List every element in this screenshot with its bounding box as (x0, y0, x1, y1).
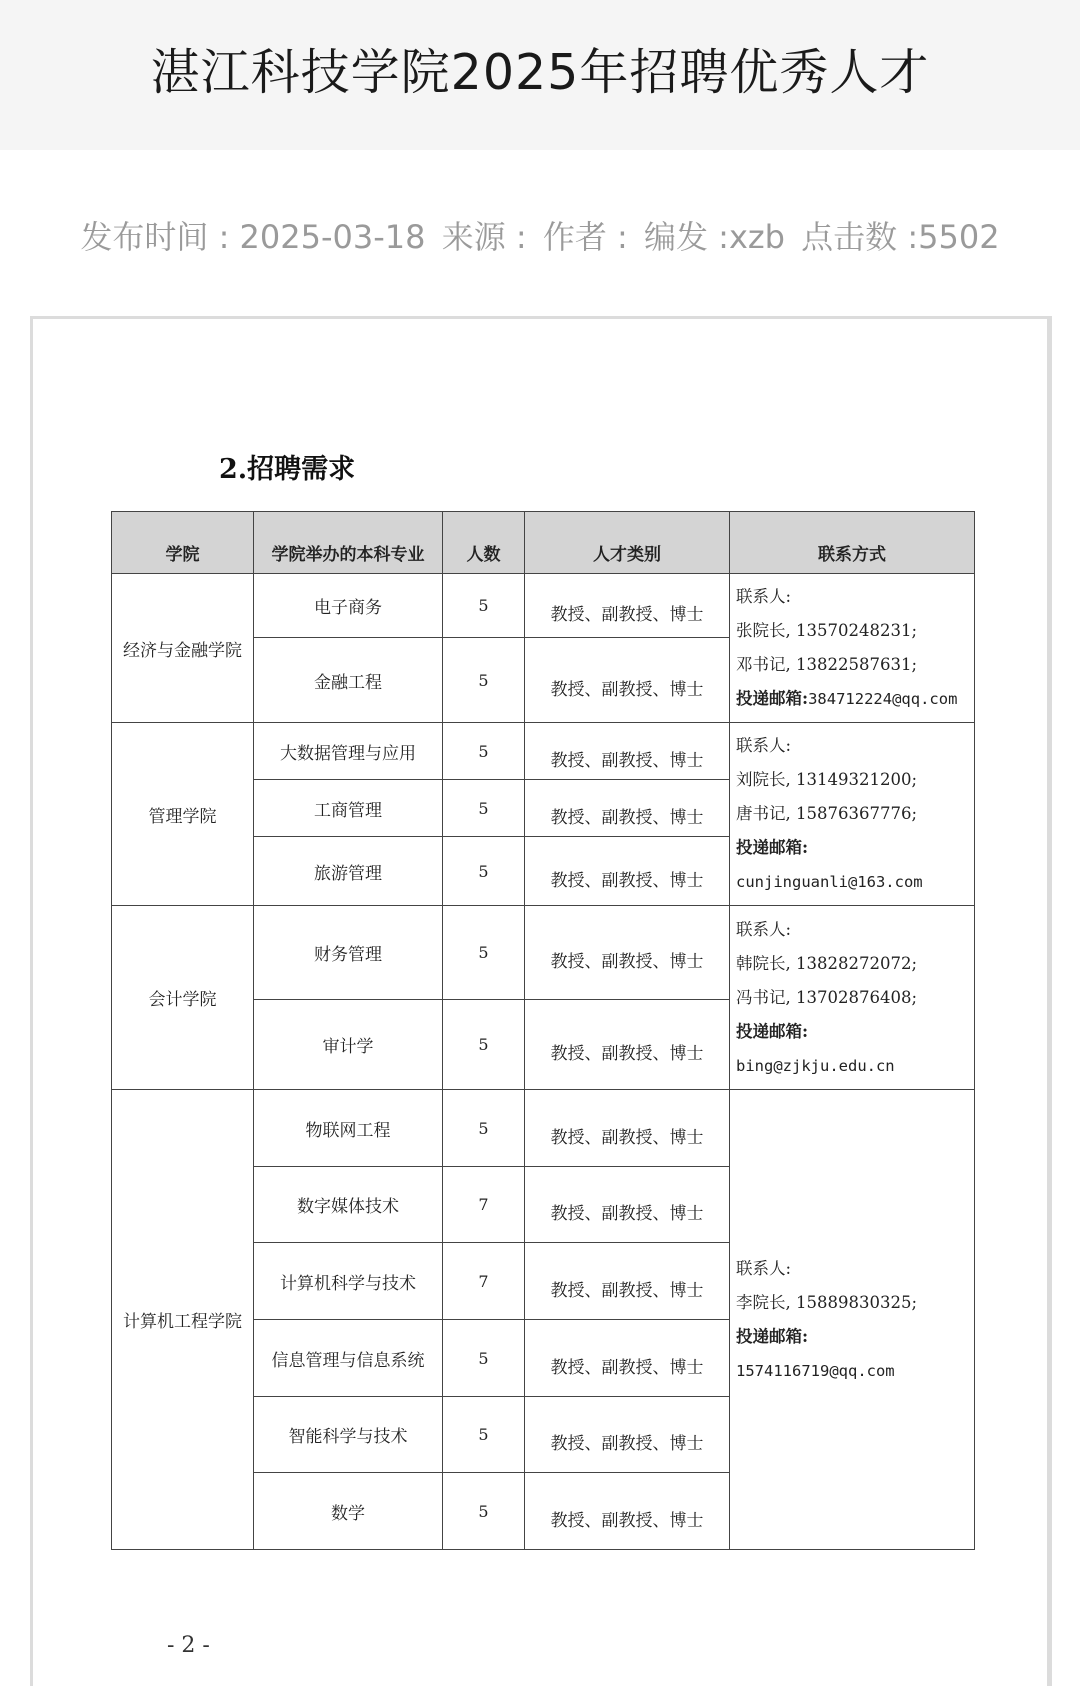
table-row (112, 906, 975, 1000)
major-cell: 电子商务 (254, 574, 443, 638)
count-cell: 7 (443, 1167, 525, 1243)
contact-label: 联系人: (736, 1258, 792, 1278)
major-cell: 旅游管理 (254, 837, 443, 906)
count-cell: 5 (443, 638, 525, 723)
category-cell: 教授、副教授、博士 (525, 1397, 730, 1473)
header-major: 学院举办的本科专业 (254, 512, 443, 574)
category-cell: 教授、副教授、博士 (525, 1320, 730, 1397)
source: 来源 : (441, 218, 527, 256)
header-category: 人才类别 (525, 512, 730, 574)
category-cell: 教授、副教授、博士 (525, 1243, 730, 1320)
contact-line: 唐书记, 15876367776; (736, 804, 918, 823)
count-cell: 5 (443, 906, 525, 1000)
email-address: 384712224@qq.com (808, 690, 958, 708)
count-cell: 5 (443, 1090, 525, 1167)
count-cell: 5 (443, 837, 525, 906)
category-cell: 教授、副教授、博士 (525, 780, 730, 837)
contact-label: 联系人: (736, 919, 792, 939)
table-row (112, 1090, 975, 1167)
major-cell: 数字媒体技术 (254, 1167, 443, 1243)
count-cell: 5 (443, 723, 525, 780)
category-cell: 教授、副教授、博士 (525, 906, 730, 1000)
author: 作者 : (542, 218, 628, 256)
major-cell: 金融工程 (254, 638, 443, 723)
page-number: - 2 - (167, 1633, 210, 1658)
count-cell: 5 (443, 780, 525, 837)
major-cell: 审计学 (254, 1000, 443, 1090)
contact-cell (730, 574, 975, 723)
recruitment-table (111, 511, 975, 1550)
email-address: cunjinguanli@163.com (736, 873, 923, 891)
contact-line: 邓书记, 13822587631; (736, 655, 918, 674)
section-title: 2.招聘需求 (219, 454, 356, 485)
college-cell: 会计学院 (112, 906, 254, 1090)
major-cell: 物联网工程 (254, 1090, 443, 1167)
contact-line: 张院长, 13570248231; (736, 621, 918, 640)
header-contact: 联系方式 (730, 512, 975, 574)
college-cell: 管理学院 (112, 723, 254, 906)
click-count: 点击数 :5502 (801, 218, 1000, 256)
category-cell: 教授、副教授、博士 (525, 1000, 730, 1090)
contact-line: 冯书记, 13702876408; (736, 987, 918, 1007)
category-cell: 教授、副教授、博士 (525, 1090, 730, 1167)
category-cell: 教授、副教授、博士 (525, 723, 730, 780)
category-cell: 教授、副教授、博士 (525, 638, 730, 723)
email-address: 1574116719@qq.com (736, 1361, 895, 1380)
college-cell: 经济与金融学院 (112, 574, 254, 723)
contact-label: 联系人: (736, 736, 792, 755)
category-cell: 教授、副教授、博士 (525, 1167, 730, 1243)
email-address: bing@zjkju.edu.cn (736, 1056, 895, 1075)
major-cell: 智能科学与技术 (254, 1397, 443, 1473)
page-title: 湛江科技学院2025年招聘优秀人才 (150, 44, 930, 101)
contact-line: 韩院长, 13828272072; (736, 953, 918, 973)
college-cell: 计算机工程学院 (112, 1090, 254, 1550)
count-cell: 5 (443, 1320, 525, 1397)
major-cell: 财务管理 (254, 906, 443, 1000)
header-count: 人数 (443, 512, 525, 574)
publish-time: 发布时间 : 2025-03-18 (80, 218, 426, 256)
article-meta (0, 212, 1080, 258)
major-cell: 工商管理 (254, 780, 443, 837)
email-label: 投递邮箱: (736, 838, 809, 857)
contact-cell (730, 906, 975, 1090)
major-cell: 大数据管理与应用 (254, 723, 443, 780)
email-label: 投递邮箱: (736, 1021, 809, 1041)
count-cell: 5 (443, 1000, 525, 1090)
count-cell: 5 (443, 574, 525, 638)
contact-line: 刘院长, 13149321200; (736, 770, 918, 789)
count-cell: 5 (443, 1473, 525, 1550)
category-cell: 教授、副教授、博士 (525, 837, 730, 906)
email-label: 投递邮箱: (736, 1326, 809, 1346)
major-cell: 数学 (254, 1473, 443, 1550)
header-college: 学院 (112, 512, 254, 574)
contact-line: 李院长, 15889830325; (736, 1292, 918, 1312)
table-row (112, 574, 975, 638)
category-cell: 教授、副教授、博士 (525, 1473, 730, 1550)
category-cell: 教授、副教授、博士 (525, 574, 730, 638)
contact-cell (730, 723, 975, 906)
contact-cell (730, 1090, 975, 1550)
email-label: 投递邮箱: (736, 689, 809, 708)
editor: 编发 :xzb (643, 218, 785, 256)
count-cell: 5 (443, 1397, 525, 1473)
document-image (30, 316, 1052, 1686)
table-row (112, 723, 975, 780)
table-header-row (112, 512, 975, 574)
contact-label: 联系人: (736, 587, 792, 606)
major-cell: 计算机科学与技术 (254, 1243, 443, 1320)
major-cell: 信息管理与信息系统 (254, 1320, 443, 1397)
count-cell: 7 (443, 1243, 525, 1320)
